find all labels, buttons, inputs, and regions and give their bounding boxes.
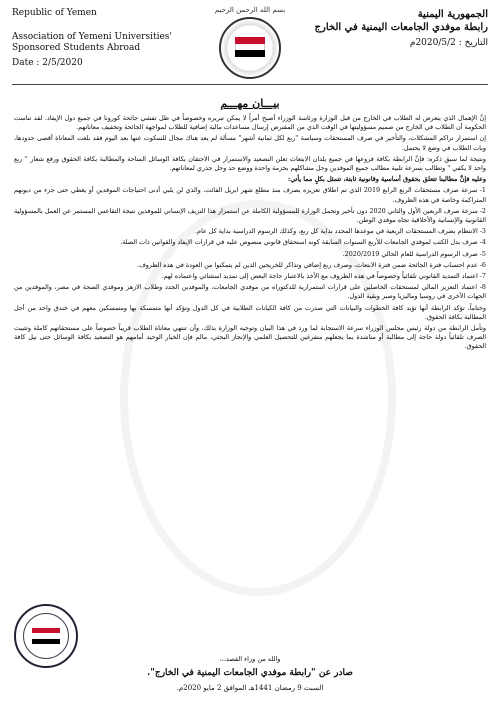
paragraph-escalation: ونتيجة لما سبق ذكره: فإنَّ الرابطة بكافة فروعها في جميع بلدان الابتعاث تعلن التصعيد والاستمرار في الاحتقان بكافة الوسائل المتاحة والمطالبة بكافة الحقوق ورفع شعار " ربع واحد لا يكفي " وتطالب بسرعة تلبية مطالب جميع الموفدين وحل مشاكلهم بحزمة واحدة ووضع حد وحل جذري لمعاناتهم. [14, 154, 486, 173]
demand-item: 3- الانتظام بصرف المستحقات الربعية في موعدها المحدد بداية كل ربع، وكذلك الرسوم الدراسية بداية كل عام. [194, 227, 486, 236]
header-left-english [12, 8, 172, 69]
paragraph-appeal: وتأمل الرابطة من دولة رئيس مجلس الوزراء سرعة الاستجابة لما ورد في هذا البيان وتوجيه الوزارة بذلك، وأن تنتهي معاناة الطلاب قريباً خصوصاً على مستحقاتهم كاملة وتثبيت الصرف تلقائياً دولة حاجة إلى مطالبة أو مناشدة بما يجعلهم متفرغين للتحصيل العلمي والإنجاز البحثي، مالم فإن الخيار الوحيد أمامهم هو التصعيد بكافة الوسائل حتى نيل كافة الحقوق. [14, 324, 486, 351]
demand-item: 2- سرعة صرف الربعين الأول والثاني 2020 دون تأخير وتحمل الوزارة للمسؤولية الكاملة عن استمرار هذا النزيف الإنساني للموفدين نتيجة التقاعس المستمر عن العمل بالمسؤولية القانونية والإنسانية والأخلاقية تجاه موفدي الوطن. [14, 206, 486, 225]
demand-item: 8- اعتماد التعزيز المالي لمستحقات الحاصلين على قرارات استمرارية للدكتوراه من موفدي الجامعات، والموفدين الجدد وطلاب الازهر وموفدي الصحة في مصر، والموفدين من الجهات الأخرى في روسيا وماليزيا وصبر وبقية الدول. [14, 283, 486, 301]
yemen-flag-icon [32, 628, 60, 644]
header-country-en: Republic of Yemen [12, 8, 97, 18]
association-logo [219, 17, 281, 79]
header-date-en: Date : 2/5/2020 [12, 58, 83, 68]
basmala: بسم الله الرحمن الرحيم [214, 6, 286, 14]
statement-title: بيـــان مهـــم [220, 97, 280, 110]
header-assoc-ar: رابطة موفدي الجامعات اليمنية في الخارج [314, 22, 488, 33]
header-date-label-ar: التاريخ : [458, 38, 488, 48]
header-center-logo-block [190, 6, 310, 79]
closing-line: والله من وراء القصد،،، [219, 655, 281, 663]
paragraph-problems: إن استمرار تراكم المشكلات، والتأخير في صرف المستحقات وسياسة "ربع لكل ثمانية أشهر" مسألة لم يعد هناك مجال للسكوت عنها بعد اليوم فقد بلغت المعاناة أقصى حدودها، وبات الطلاب في وضع لا يحتمل. [14, 134, 486, 152]
demand-item: 7- اعتماد التمديد القانوني تلقائياً وخصوصاً في هذه الظروف مع الأخذ بالاعتبار حاجة البعض إلى تمديد استثنائي واعتماده لهم. [161, 272, 486, 281]
header-country-ar: الجمهورية اليمنية [417, 9, 488, 20]
demand-item: 5- صرف الرسوم الدراسية للعام الحالي 2020/2019. [342, 249, 486, 258]
demands-intro: وعليه فإنَّ مطالبنا تتعلق بحقوق أساسية وقانونية ثابتة، تتمثل بكلٍ مما يأتي: [287, 175, 486, 184]
header-date-value-ar: 2020/5/2م [409, 38, 456, 48]
yemen-flag-icon [235, 37, 265, 57]
issuer-signature: صادر عن "رابطة موفدي الجامعات اليمنية في الخارج". [147, 668, 353, 678]
header-divider [12, 84, 488, 85]
paragraph-intro: إنَّ الإهمال الذي يتعرض له الطلاب في الخارج من قبل الوزارة ورئاسة الوزراء أصبح أمراً لا يمكن تبريره وخصوصاً في ظل تفشي جائحة كورونا في جميع دول الإيفاد. لقد تناست الحكومة أن الطلاب في الخارج من صميم مسؤوليتها في الوقت الذي من المفترض إرسال مساعدات مالية إضافية للطلاب لمواجهة الجائحة وتخفيف معاناتهم. [14, 114, 486, 132]
demand-item: 1- سرعة صرف مستحقات الربع الرابع 2019 الذي تم اطلاق تعزيزه بصرف منذ مطلع شهر ابريل الفائت، والذي لن يلبي أدنى احتياجات الموفدين أو يغطي حتى جزء من ديونهم المتراكمة وخاصة في هذه الظروف. [14, 186, 486, 204]
stamp-emblem [23, 613, 69, 659]
header-assoc-en-line2: Sponsored Students Abroad [12, 43, 141, 53]
header-right-arabic [308, 8, 488, 50]
statement-body [14, 114, 486, 354]
header-date-ar [308, 37, 488, 50]
demand-item: 6- عدم احتساب فترة الجائحة ضمن فترة الابتعاث، وصرف ربع إضافي وتذاكر للخريجين الذين لم يتمكنوا من العودة في هذه الظروف. [137, 260, 486, 269]
paragraph-conclusion: وختاماً، تؤكد الرابطة أنها تؤيد كافة الخطوات والبيانات التي صدرت من كافة الكيانات الطلابية في كل الدول وتؤكد أنها متمسكة بها ومتمسكين معهم في خندق واحد من أجل المطالبة بكافة الحقوق. [14, 303, 486, 321]
header-assoc-en-line1: Association of Yemeni Universities' [12, 32, 172, 42]
issue-date: السبت 9 رمضان 1441هـ الموافق 2 مايو 2020م. [176, 684, 324, 692]
demand-item: 4- صرف بدل الكتب لموفدي الجامعات للأربع السنوات السابقة كونه استحقاق قانوني منصوص عليه في قرارات الإيفاد والقوانين ذات الصلة. [120, 238, 486, 247]
